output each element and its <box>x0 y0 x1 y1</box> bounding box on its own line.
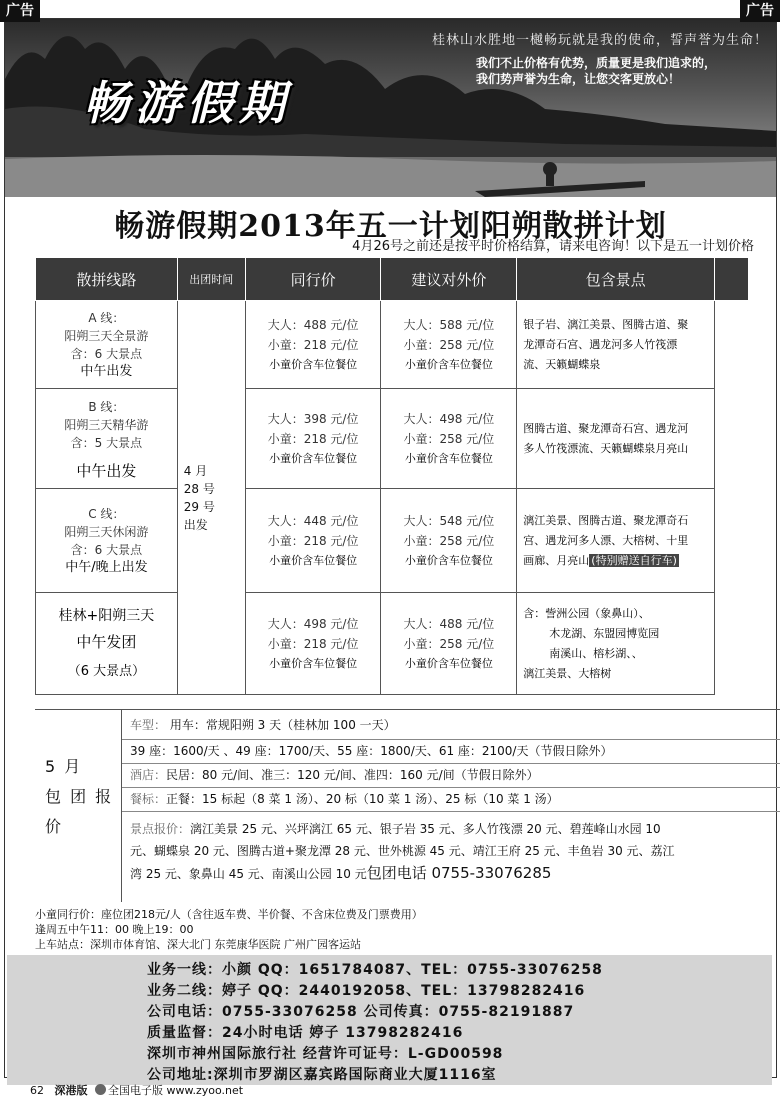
retail-price-cell <box>381 489 517 593</box>
peer-price-cell <box>245 489 381 593</box>
scenic-line: 宫、遇龙河多人漂、大榕树、十里 <box>523 533 689 547</box>
car-label: 车型： <box>130 718 167 732</box>
price-note: 小童价含车位餐位 <box>404 553 493 567</box>
peer-price-cell <box>245 301 381 389</box>
table-row <box>36 389 749 489</box>
price-note: 小童价含车位餐位 <box>269 357 358 371</box>
contact-line: 业务二线：婷子 QQ：2440192058、TEL：13798282416 <box>147 983 586 999</box>
table-spacer <box>715 301 749 695</box>
date-line: 28 号 <box>183 481 215 496</box>
table-row <box>36 593 749 695</box>
hero-promise-line: 我们势声誉为生命，让您交客更放心！ <box>475 72 680 86</box>
scenic-quote-row <box>122 818 780 902</box>
scenic-cell <box>517 389 715 489</box>
adult-price: 大人：588 元/位 <box>403 317 495 332</box>
route-depart: 中午发团 <box>76 632 137 651</box>
meal-text: 正餐：15 标起（8 菜 1 汤）、20 标（10 菜 1 汤）、25 标（10 菜 1 汤） <box>166 792 559 806</box>
table-header-row <box>36 258 749 301</box>
scenic-line: 木龙湖、东盟园博览园 <box>549 626 660 640</box>
col-header-peer-price: 同行价 <box>245 258 381 301</box>
retail-price-cell <box>381 593 517 695</box>
contact-line: 业务一线：小颜 QQ：1651784087、TEL：0755-33076258 <box>147 962 603 978</box>
scenic-line: 多人竹筏漂流、天籁蝴蝶泉月亮山 <box>523 441 689 455</box>
scenic-quote-line: 元、蝴蝶泉 20 元、图腾古道+聚龙潭 28 元、世外桃源 45 元、靖江王府 25 元、丰鱼岩 30 元、荔江 <box>130 844 675 858</box>
retail-price-cell <box>381 389 517 489</box>
child-price: 小童：218 元/位 <box>267 431 359 446</box>
scenic-line: 银子岩、漓江美景、图腾古道、聚 <box>523 317 689 331</box>
hero-promise <box>476 55 716 87</box>
edition-label: 深港版 <box>54 1084 88 1097</box>
route-cell <box>36 389 178 489</box>
page-number: 62 <box>30 1084 44 1097</box>
contact-line: 深圳市神州国际旅行社 经营许可证号：L-GD00598 <box>147 1046 504 1062</box>
scenic-text: 画廊、月亮山 <box>523 553 590 567</box>
child-price: 小童：218 元/位 <box>267 636 359 651</box>
scenic-quote-line: 湾 25 元、象鼻山 45 元、南溪山公园 10 元 <box>130 867 367 881</box>
page-footer <box>30 1082 243 1098</box>
scenic-quote-label: 景点报价： <box>130 822 191 836</box>
date-line: 4 月 <box>183 463 208 478</box>
may-quote-body <box>121 710 780 902</box>
label-line: 包 团 报 <box>45 787 114 806</box>
contact-line: 公司电话：0755-33076258 公司传真：0755-82191887 <box>147 1004 575 1020</box>
date-line: 29 号 <box>183 499 215 514</box>
table-row <box>36 489 749 593</box>
routes-table <box>35 257 749 695</box>
price-note: 小童价含车位餐位 <box>269 656 358 670</box>
route-name: 桂林+阳朔三天 <box>58 607 155 624</box>
scenic-line <box>523 551 708 571</box>
child-price: 小童：258 元/位 <box>403 636 495 651</box>
scenic-quote-line: 漓江美景 25 元、兴坪漓江 65 元、银子岩 35 元、多人竹筏漂 20 元、碧莲峰山水园 10 <box>190 822 661 836</box>
site-link[interactable]: 全国电子版 www.zyoo.net <box>108 1084 244 1097</box>
child-price: 小童：258 元/位 <box>403 533 495 548</box>
col-header-route: 散拼线路 <box>36 258 178 301</box>
col-header-retail-price: 建议对外价 <box>381 258 517 301</box>
scenic-cell <box>517 301 715 389</box>
ad-tag-left: 广告 <box>0 0 40 22</box>
route-name: 阳朔三天休闲游 <box>64 524 149 539</box>
note-line: 逢周五中午11：00 晚上19：00 <box>35 923 194 936</box>
departure-date-cell <box>177 301 245 695</box>
adult-price: 大人：488 元/位 <box>267 317 359 332</box>
route-name: 阳朔三天全景游 <box>64 328 149 343</box>
route-name: 阳朔三天精华游 <box>64 417 149 432</box>
hotel-label: 酒店： <box>130 768 167 782</box>
peer-price-cell <box>245 593 381 695</box>
date-line: 出发 <box>183 517 208 532</box>
price-note: 小童价含车位餐位 <box>404 656 493 670</box>
route-code: A 线： <box>88 310 125 325</box>
note-line: 小童同行价：座位团218元/人（含往返车费、半价餐、不含床位费及门票费用） <box>35 908 423 921</box>
hero-slogan: 桂林山水胜地一樾畅玩就是我的使命，誓声誉为生命！ <box>431 33 768 48</box>
route-code: B 线： <box>88 399 125 414</box>
notes-block <box>35 907 423 952</box>
col-header-spacer <box>715 258 749 301</box>
contact-line: 公司地址:深圳市罗湖区嘉宾路国际商业大厦1116室 <box>147 1067 497 1083</box>
hotel-text: 民居：80 元/间、准三：120 元/间、准四：160 元/间（节假日除外） <box>166 768 539 782</box>
route-cell <box>36 489 178 593</box>
page-subtitle: 4月26号之前还是按平时价格结算，请来电咨询！以下是五一计划价格 <box>352 239 754 254</box>
seat-prices: 39 座：1600/天 、49 座：1700/天、55 座：1800/天、61 座：2100/天（节假日除外） <box>130 744 613 758</box>
route-depart: 中午出发 <box>76 461 137 480</box>
globe-icon <box>95 1084 106 1095</box>
scenic-cell <box>517 593 715 695</box>
bike-gift-highlight: (特别赠送自行车) <box>591 553 677 567</box>
contact-line: 质量监督：24小时电话 婷子 13798282416 <box>147 1025 464 1041</box>
may-group-quote <box>35 709 780 902</box>
scenic-line: 漓江美景、大榕树 <box>523 666 612 680</box>
car-text: 用车：常规阳朔 3 天（桂林加 100 一天） <box>169 718 396 732</box>
scenic-cell <box>517 489 715 593</box>
child-price: 小童：218 元/位 <box>267 533 359 548</box>
note-line: 上车站点：深圳市体育馆、深大北门 东莞康华医院 广州广园客运站 <box>35 938 361 951</box>
adult-price: 大人：498 元/位 <box>267 616 359 631</box>
col-header-scenic: 包含景点 <box>517 258 715 301</box>
adult-price: 大人：498 元/位 <box>403 411 495 426</box>
peer-price-cell <box>245 389 381 489</box>
adult-price: 大人：488 元/位 <box>403 616 495 631</box>
scenic-line: 图腾古道、聚龙潭奇石宫、遇龙河 <box>523 421 689 435</box>
ad-frame <box>4 18 777 1083</box>
retail-price-cell <box>381 301 517 389</box>
child-price: 小童：258 元/位 <box>403 431 495 446</box>
scenic-line: 含：訾洲公园（象鼻山）、 <box>523 606 650 620</box>
route-code: C 线： <box>88 506 125 521</box>
price-note: 小童价含车位餐位 <box>269 553 358 567</box>
hotel-row <box>122 764 780 788</box>
adult-price: 大人：398 元/位 <box>267 411 359 426</box>
label-line: 价 <box>45 817 64 836</box>
child-price: 小童：218 元/位 <box>267 337 359 352</box>
scenic-line: 流、天籁蝴蝶泉 <box>523 357 601 371</box>
ad-tag-right: 广告 <box>740 0 780 22</box>
route-scenic-count: 含：6 大景点 <box>70 542 143 557</box>
brand-logo-text: 畅游假期 <box>83 76 291 130</box>
price-note: 小童价含车位餐位 <box>404 451 493 465</box>
scenic-line: 南溪山、榕杉湖、、 <box>549 646 643 660</box>
table-row <box>36 301 749 389</box>
route-depart: 中午/晚上出发 <box>65 559 148 575</box>
route-scenic-count: 含：6 大景点 <box>70 346 143 361</box>
may-quote-label <box>35 710 121 902</box>
page-title: 畅游假期2013年五一计划阳朔散拼计划 <box>114 209 667 244</box>
price-note: 小童价含车位餐位 <box>404 357 493 371</box>
route-depart: 中午出发 <box>80 363 133 379</box>
label-line: 5 月 <box>45 757 83 776</box>
route-cell <box>36 593 178 695</box>
car-type-row <box>122 714 780 740</box>
hero-promise-line: 我们不止价格有优势，质量更是我们追求的， <box>475 56 716 70</box>
contact-panel <box>7 955 772 1085</box>
scenic-line: 龙潭奇石宫、遇龙河多人竹筏漂 <box>523 337 678 351</box>
scenic-line: 漓江美景、图腾古道、聚龙潭奇石 <box>523 513 689 527</box>
meal-label: 餐标： <box>130 792 167 806</box>
adult-price: 大人：548 元/位 <box>403 513 495 528</box>
route-scenic-count: 含：5 大景点 <box>70 435 143 450</box>
route-cell <box>36 301 178 389</box>
child-price: 小童：258 元/位 <box>403 337 495 352</box>
meal-row <box>122 788 780 812</box>
price-note: 小童价含车位餐位 <box>269 451 358 465</box>
adult-price: 大人：448 元/位 <box>267 513 359 528</box>
seat-price-row <box>122 740 780 764</box>
hero-banner <box>5 19 776 197</box>
group-phone: 包团电话 0755-33076285 <box>366 864 552 882</box>
route-scenic-count: （6 大景点） <box>67 663 146 679</box>
col-header-date: 出团时间 <box>177 258 245 301</box>
